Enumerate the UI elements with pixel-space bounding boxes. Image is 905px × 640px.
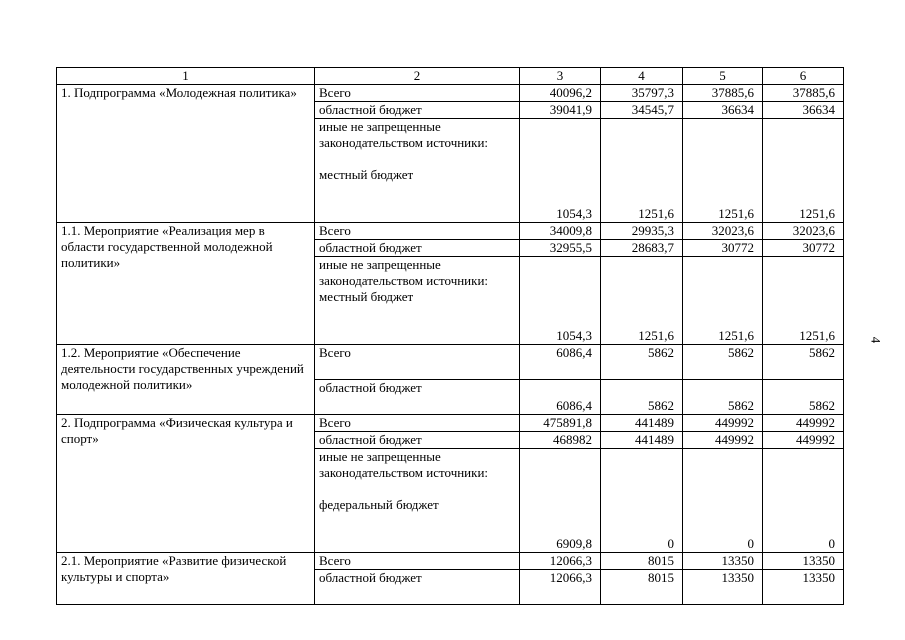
amount-cell: 1251,6 [601, 119, 683, 223]
amount-cell: 0 [683, 449, 763, 553]
amount-cell: 449992 [763, 415, 844, 432]
amount-cell: 5862 [601, 345, 683, 380]
funding-source-cell: областной бюджет [315, 570, 520, 605]
amount-cell: 32023,6 [763, 223, 844, 240]
amount-cell: 36634 [763, 102, 844, 119]
amount-cell: 5862 [683, 380, 763, 415]
amount-cell: 13350 [763, 553, 844, 570]
funding-source-cell: иные не запрещенные законодательством источники: местный бюджет [315, 257, 520, 345]
amount-cell: 34545,7 [601, 102, 683, 119]
amount-cell: 475891,8 [520, 415, 601, 432]
table-row [57, 345, 844, 380]
amount-cell: 449992 [683, 432, 763, 449]
amount-cell: 13350 [683, 553, 763, 570]
amount-cell: 32023,6 [683, 223, 763, 240]
amount-cell: 30772 [683, 240, 763, 257]
funding-source-cell: Всего [315, 85, 520, 102]
amount-cell: 12066,3 [520, 553, 601, 570]
amount-cell: 468982 [520, 432, 601, 449]
amount-cell: 449992 [763, 432, 844, 449]
amount-cell: 37885,6 [683, 85, 763, 102]
table-row [57, 85, 844, 102]
program-title-cell: 2.1. Мероприятие «Развитие физической культуры и спорта» [57, 553, 315, 605]
header-cell: 2 [315, 68, 520, 85]
amount-cell: 40096,2 [520, 85, 601, 102]
budget-table [56, 67, 844, 605]
amount-cell: 8015 [601, 553, 683, 570]
amount-cell: 12066,3 [520, 570, 601, 605]
program-title-cell: 1. Подпрограмма «Молодежная политика» [57, 85, 315, 223]
amount-cell: 28683,7 [601, 240, 683, 257]
program-title-cell: 2. Подпрограмма «Физическая культура и спорт» [57, 415, 315, 553]
amount-cell: 6086,4 [520, 345, 601, 380]
amount-cell: 35797,3 [601, 85, 683, 102]
table-row [57, 223, 844, 240]
amount-cell: 1054,3 [520, 257, 601, 345]
header-cell: 3 [520, 68, 601, 85]
amount-cell: 1054,3 [520, 119, 601, 223]
amount-cell: 449992 [683, 415, 763, 432]
funding-source-cell: иные не запрещенные законодательством источники: местный бюджет [315, 119, 520, 223]
page-number: 4 [868, 336, 884, 344]
table-row [57, 553, 844, 570]
amount-cell: 441489 [601, 415, 683, 432]
amount-cell: 30772 [763, 240, 844, 257]
header-cell: 6 [763, 68, 844, 85]
amount-cell: 1251,6 [683, 257, 763, 345]
funding-source-cell: областной бюджет [315, 432, 520, 449]
amount-cell: 13350 [683, 570, 763, 605]
amount-cell: 29935,3 [601, 223, 683, 240]
header-row [57, 68, 844, 85]
funding-source-cell: Всего [315, 415, 520, 432]
funding-source-cell: Всего [315, 345, 520, 380]
amount-cell: 36634 [683, 102, 763, 119]
amount-cell: 1251,6 [763, 257, 844, 345]
amount-cell: 34009,8 [520, 223, 601, 240]
amount-cell: 0 [763, 449, 844, 553]
amount-cell: 1251,6 [763, 119, 844, 223]
amount-cell: 32955,5 [520, 240, 601, 257]
amount-cell: 13350 [763, 570, 844, 605]
amount-cell: 441489 [601, 432, 683, 449]
program-title-cell: 1.2. Мероприятие «Обеспечение деятельности государственных учреждений молодежной политики» [57, 345, 315, 415]
funding-source-cell: областной бюджет [315, 380, 520, 415]
amount-cell: 1251,6 [683, 119, 763, 223]
funding-source-cell: областной бюджет [315, 240, 520, 257]
table-row [57, 415, 844, 432]
amount-cell: 5862 [763, 345, 844, 380]
amount-cell: 5862 [763, 380, 844, 415]
funding-source-cell: Всего [315, 553, 520, 570]
amount-cell: 5862 [683, 345, 763, 380]
header-cell: 1 [57, 68, 315, 85]
amount-cell: 0 [601, 449, 683, 553]
funding-source-cell: областной бюджет [315, 102, 520, 119]
amount-cell: 8015 [601, 570, 683, 605]
amount-cell: 6909,8 [520, 449, 601, 553]
funding-source-cell: иные не запрещенные законодательством источники: федеральный бюджет [315, 449, 520, 553]
header-cell: 4 [601, 68, 683, 85]
amount-cell: 6086,4 [520, 380, 601, 415]
program-title-cell: 1.1. Мероприятие «Реализация мер в области государственной молодежной политики» [57, 223, 315, 345]
amount-cell: 5862 [601, 380, 683, 415]
amount-cell: 1251,6 [601, 257, 683, 345]
amount-cell: 39041,9 [520, 102, 601, 119]
funding-source-cell: Всего [315, 223, 520, 240]
amount-cell: 37885,6 [763, 85, 844, 102]
header-cell: 5 [683, 68, 763, 85]
